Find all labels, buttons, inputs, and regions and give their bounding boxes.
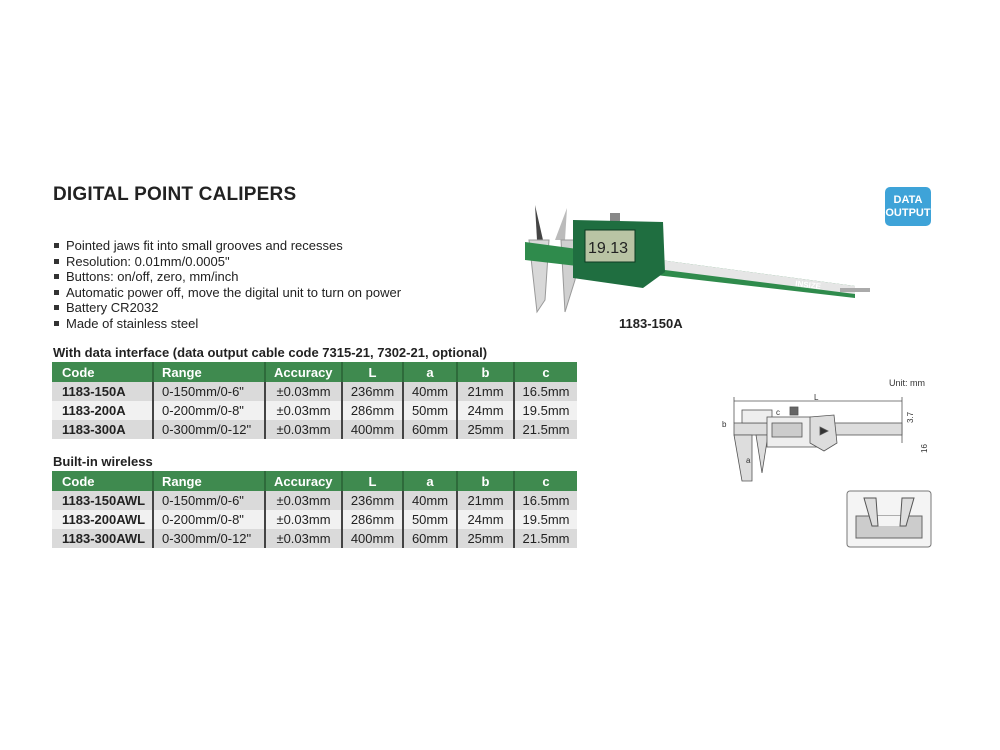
table-row (52, 491, 577, 510)
table-row (52, 401, 577, 420)
col-header: Range (153, 362, 265, 382)
col-header: Accuracy (265, 362, 342, 382)
col-header: a (403, 471, 457, 491)
brand-logo: INSIZE (794, 279, 822, 292)
col-header: Code (52, 471, 153, 491)
table-cell: 60mm (403, 529, 457, 548)
table-cell: 19.5mm (514, 510, 577, 529)
table-cell: 21mm (457, 382, 514, 401)
col-header: L (342, 471, 403, 491)
col-header: b (457, 362, 514, 382)
dim-label-L: L (814, 393, 819, 402)
table-cell: 40mm (403, 491, 457, 510)
table-cell: 0-300mm/0-12" (153, 420, 265, 439)
table-cell: 50mm (403, 401, 457, 420)
feature-item: Buttons: on/off, zero, mm/inch (53, 269, 401, 285)
table-cell: 1183-300AWL (52, 529, 153, 548)
feature-list (53, 238, 401, 331)
dim-label-a: a (746, 456, 751, 465)
table2-heading: Built-in wireless (53, 454, 153, 469)
feature-item: Made of stainless steel (53, 316, 401, 332)
table-cell: 21.5mm (514, 420, 577, 439)
spec-table-wireless (52, 471, 577, 548)
col-header: c (514, 471, 577, 491)
table-cell: ±0.03mm (265, 529, 342, 548)
table-cell: 1183-200AWL (52, 510, 153, 529)
col-header: Accuracy (265, 471, 342, 491)
table-cell: 50mm (403, 510, 457, 529)
dim-label-16: 16 (920, 444, 929, 453)
table-cell: 0-150mm/0-6" (153, 491, 265, 510)
table-cell: ±0.03mm (265, 401, 342, 420)
table-cell: 0-200mm/0-8" (153, 510, 265, 529)
dimension-drawing (712, 393, 937, 488)
table-cell: 1183-300A (52, 420, 153, 439)
table-row (52, 510, 577, 529)
dim-label-c: c (776, 408, 780, 417)
lcd-reading: 19.13 (588, 240, 629, 257)
table-cell: 19.5mm (514, 401, 577, 420)
col-header: Code (52, 362, 153, 382)
table-cell: 236mm (342, 491, 403, 510)
col-header: Range (153, 471, 265, 491)
table-cell: 1183-200A (52, 401, 153, 420)
feature-item: Automatic power off, move the digital unit to turn on power (53, 285, 401, 301)
table-cell: 24mm (457, 401, 514, 420)
table-cell: 0-300mm/0-12" (153, 529, 265, 548)
table1-heading: With data interface (data output cable code 7315-21, 7302-21, optional) (53, 345, 488, 360)
col-header: a (403, 362, 457, 382)
table-cell: 0-150mm/0-6" (153, 382, 265, 401)
badge-line: DATA (893, 193, 923, 206)
table-cell: 400mm (342, 529, 403, 548)
unit-label: Unit: mm (889, 378, 925, 388)
table-cell: 21mm (457, 491, 514, 510)
feature-item: Battery CR2032 (53, 300, 401, 316)
table-cell: 24mm (457, 510, 514, 529)
col-header: b (457, 471, 514, 491)
table-cell: 236mm (342, 382, 403, 401)
col-header: c (514, 362, 577, 382)
table-cell: 286mm (342, 510, 403, 529)
table-cell: 60mm (403, 420, 457, 439)
dim-label-3-7: 3.7 (906, 411, 915, 423)
data-output-badge (885, 187, 931, 226)
table-cell: 16.5mm (514, 382, 577, 401)
table-cell: ±0.03mm (265, 420, 342, 439)
table-row (52, 529, 577, 548)
table-cell: 25mm (457, 420, 514, 439)
table-cell: 286mm (342, 401, 403, 420)
table-cell: 21.5mm (514, 529, 577, 548)
spec-table-data-interface (52, 362, 577, 439)
feature-item: Resolution: 0.01mm/0.0005" (53, 254, 401, 270)
page-title: DIGITAL POINT CALIPERS (53, 184, 297, 205)
model-label: 1183-150A (619, 316, 683, 331)
table-cell: 40mm (403, 382, 457, 401)
caliper-photo (515, 200, 875, 315)
dim-label-b: b (722, 420, 727, 429)
table-cell: ±0.03mm (265, 510, 342, 529)
feature-item: Pointed jaws fit into small grooves and recesses (53, 238, 401, 254)
table-cell: 0-200mm/0-8" (153, 401, 265, 420)
table-cell: 1183-150AWL (52, 491, 153, 510)
table-row (52, 382, 577, 401)
table-cell: ±0.03mm (265, 382, 342, 401)
badge-line: OUTPUT (885, 206, 931, 219)
table-cell: ±0.03mm (265, 491, 342, 510)
table-cell: 400mm (342, 420, 403, 439)
col-header: L (342, 362, 403, 382)
table-cell: 25mm (457, 529, 514, 548)
table-cell: 16.5mm (514, 491, 577, 510)
groove-inset-drawing (846, 490, 932, 548)
table-cell: 1183-150A (52, 382, 153, 401)
table-row (52, 420, 577, 439)
